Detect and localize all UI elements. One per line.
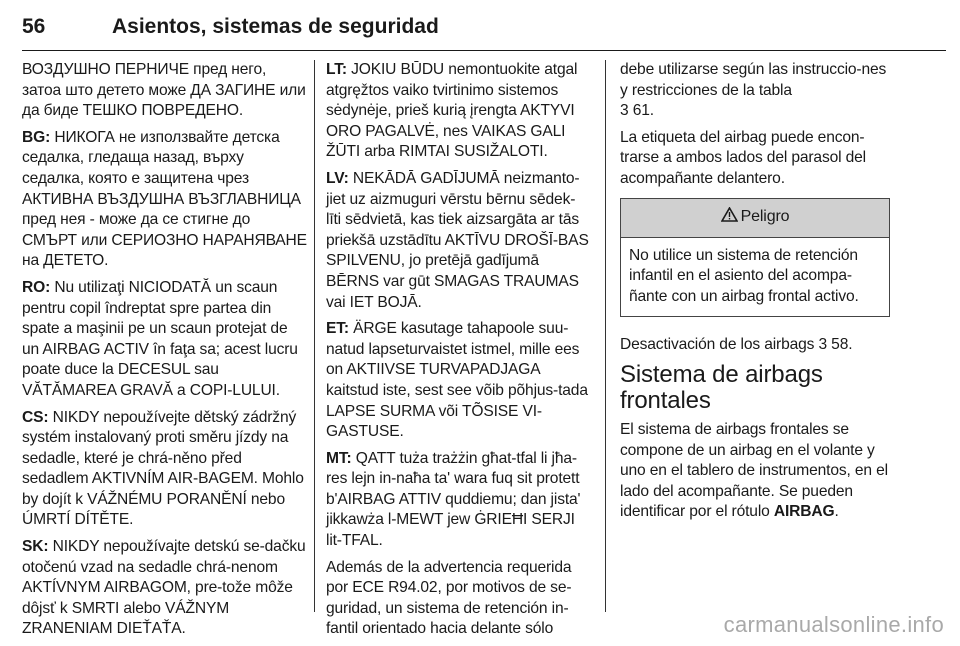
text-bg: НИКОГА не използвайте детска седалка, гледаща назад, върху седалка, която е защитена чрез АКТИВНА ВЪЗДУШНА ВЪЗГЛАВНИЦА пред нея - може да се стигне до СМЪРТ или СЕРИОЗНО НАРАНЯВАНЕ на ДЕТЕТО. (22, 128, 307, 270)
page-title: Asientos, sistemas de seguridad (112, 15, 439, 38)
deactivation-reference[interactable]: Desactivación de los airbags 3 58. (620, 336, 853, 354)
section-text: El sistema de airbags frontales se compone de un airbag en el volante y uno en el tablero de instrumentos, en el lado del acompañante. Se pueden identificar por el rótulo (620, 420, 888, 521)
text-cont: debe utilizarse según las instruccio-nes y restricciones de la tabla (620, 61, 887, 99)
lang-label-cs: CS: (22, 408, 49, 426)
warning-title: Peligro (740, 208, 790, 226)
paragraph-ece: Además de la advertencia requerida por ECE R94.02, por motivos de se-guridad, un sistema de retención in-fantil orientado hacia delante sólo (326, 558, 572, 638)
column-3 (620, 60, 890, 529)
lang-label-sk: SK: (22, 538, 49, 556)
warning-text: No utilice un sistema de retención infantil en el asiento del acompa-ñante con un airbag frontal activo. (629, 246, 859, 305)
column-1 (22, 60, 307, 646)
text-lt: JOKIU BŪDU nemontuokite atgal atgręžtos vaiko tvirtinimo sistemos sėdynėje, prieš kurią įrengta AKTYVI ORO PAGALVĖ, nes VAIKAS GALI ŽŪTI arba RIMTAI SUSIŽALOTI. (326, 61, 578, 161)
lang-label-et: ET: (326, 320, 349, 338)
paragraph-bg (22, 128, 307, 272)
page-reference-link[interactable]: 3 61. (620, 102, 654, 120)
warning-triangle-icon (721, 207, 738, 229)
lang-label-bg: BG: (22, 128, 51, 146)
lang-label-mt: MT: (326, 449, 352, 467)
paragraph-lt (326, 60, 590, 163)
warning-box (620, 198, 890, 318)
column-divider (605, 60, 606, 612)
warning-header (621, 199, 889, 238)
section-end: . (834, 503, 839, 521)
paragraph-section (620, 420, 890, 523)
text-sk: NIKDY nepoužívajte detskú se-dačku otočenú vzad na sedadle chrá-nenom AKTÍVNYM AIRBAGOM, pre-tože môže dôjsť k SMRTI alebo VÁŽNYM ZRANENIAM DIEŤAŤA. (22, 538, 306, 638)
text-ro: Nu utilizaţi NICIODATĂ un scaun pentru copil îndreptat spre partea din spate a maşinii pe un scaun protejat de un AIRBAG ACTIV în faţa sa; acest lucru poate duce la DECESUL sau VĂTĂMAREA GRAVĂ a COPI-LULUI. (22, 278, 298, 399)
page-header (22, 4, 946, 51)
text-cs: NIKDY nepoužívejte dětský zádržný systém instalovaný proti směru jízdy na sedadle, které je chrá-něno před sedadlem AKTIVNÍM AIR-BAGEM. Mohlo by dojít k VÁŽNÉMU PORANĚNÍ nebo ÚMRTÍ DÍTĚTE. (22, 408, 304, 529)
column-divider (314, 60, 315, 612)
column-2 (326, 60, 590, 646)
paragraph-sk (22, 537, 307, 640)
airbag-label: AIRBAG (773, 503, 835, 521)
text-et: ÄRGE kasutage tahapoole suu-natud lapseturvaistet istmel, mille ees on AKTIIVSE TURVAPADJAGA kaitstud iste, sest see võib põhjus-tada LAPSE SURMA või TÕSISE VI-GASTUSE. (326, 320, 588, 441)
text-lv: NEKĀDĀ GADĪJUMĀ neizmanto-jiet uz aizmuguri vērstu bērnu sēdek-līti sēdvietā, kas tiek aizsargāta ar tās priekšā uzstādītu AKTĪVU DROŠĪ-BAS SPILVENU, jo pretējā gadījumā BĒRNS var gūt SMAGAS TRAUMAS vai IET BOJĀ. (326, 169, 589, 311)
paragraph-cs (22, 408, 307, 532)
text-mt: QATT tuża trażżin għat-tfal li jħa-res lejn in-naħa ta' wara fuq sit protett b'AIRBAG ATTIV quddiemu; dan jista' jikkawża l-MEWT jew ĠRIEĦI SERJI lit-TFAL. (326, 449, 581, 550)
paragraph-lv (326, 169, 590, 313)
paragraph-mt (326, 449, 590, 552)
paragraph-et (326, 319, 590, 443)
section-title: Sistema de airbags frontales (620, 360, 823, 414)
lang-label-lt: LT: (326, 61, 347, 78)
paragraph-label: La etiqueta del airbag puede encon-trarse a ambos lados del parasol del acompañante delantero. (620, 128, 866, 187)
paragraph-ro (22, 278, 307, 402)
lang-label-lv: LV: (326, 169, 349, 187)
page-number: 56 (22, 15, 46, 38)
lang-label-ro: RO: (22, 278, 51, 296)
paragraph-bg-cont: ВОЗДУШНО ПЕРНИЧЕ пред него, затоа што детето може ДА ЗАГИНЕ или да биде ТЕШКО ПОВРЕДЕНО. (22, 61, 306, 120)
watermark: carmanualsonline.info (723, 612, 944, 637)
paragraph-cont (620, 60, 890, 122)
